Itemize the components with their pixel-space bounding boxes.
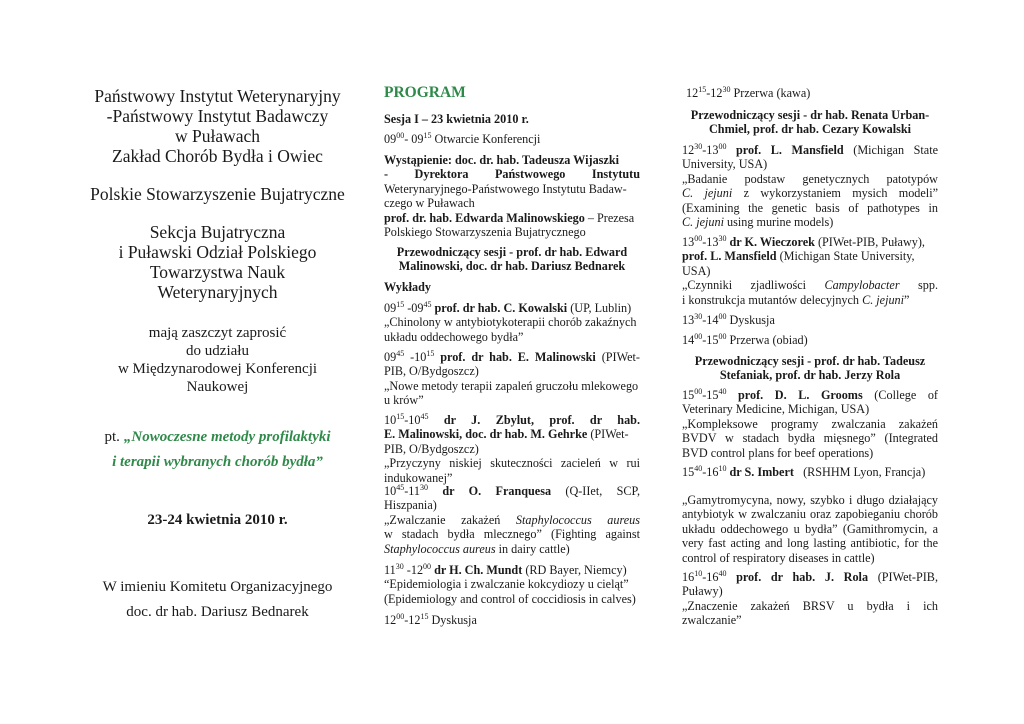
institute-name: Państwowy Instytut Weterynaryjny: [94, 86, 341, 106]
speaker-name: dr J. Zbylut, prof. dr hab.: [428, 413, 640, 427]
address-line: czego w Puławach: [384, 196, 475, 211]
section-line: Towarzystwa Nauk: [149, 262, 286, 282]
program-entry: [384, 484, 640, 556]
time-sup: 30: [722, 84, 731, 94]
speaker-name: prof. dr hab. J. Rola: [726, 570, 869, 584]
time: -14: [702, 313, 719, 327]
time: 12: [686, 86, 699, 100]
time: 09: [384, 350, 397, 364]
affiliation: PIB, O/Bydgoszcz): [384, 364, 479, 379]
lecture-title: C. jejuni: [862, 292, 905, 307]
time: 12: [682, 143, 695, 157]
time: 14: [682, 333, 695, 347]
session-chair: [682, 108, 938, 137]
speaker-name: prof. L. Mansfield: [726, 143, 844, 157]
time-sup: 30: [694, 311, 703, 321]
time-sup: 00: [694, 233, 703, 243]
section-block: [80, 222, 355, 302]
session-chair: [682, 354, 938, 383]
time-sup: 00: [396, 611, 405, 621]
time: 15: [682, 465, 695, 479]
program-entry: [682, 570, 938, 628]
lecture-title: C. jejuni: [682, 186, 733, 201]
time-sup: 15: [420, 611, 429, 621]
lecture-title: i konstrukcja mutantów delecyjnych: [682, 292, 863, 307]
time: 11: [384, 563, 396, 577]
time-sup: 00: [718, 311, 727, 321]
affiliation: Hiszpania): [384, 498, 437, 513]
lecture-title: using murine models): [723, 215, 834, 230]
chair-line: Chmiel, prof. dr hab. Cezary Kowalski: [708, 122, 911, 137]
lecture-title: „Gamytromycyna, nowy, szybko i długo działający: [682, 493, 938, 507]
time-sup: 00: [718, 141, 727, 151]
invitation-line: w Międzynarodowej Konferencji: [117, 361, 318, 377]
affiliation: PIB, O/Bydgoszcz): [384, 441, 479, 456]
institute-block: [80, 86, 355, 166]
program-entry: [384, 301, 640, 344]
speaker-name: dr H. Ch. Mundt: [431, 563, 523, 577]
address-block: [384, 153, 640, 239]
lecture-title: „Czynniki zjadliwości: [682, 278, 825, 293]
affiliation: (PIWet-: [587, 427, 629, 442]
affiliation: (RSHHM Lyon, Francja): [793, 465, 926, 479]
lecture-title: u krów”: [384, 393, 424, 408]
title-prefix: pt.: [104, 429, 120, 445]
time-sup: 40: [694, 463, 703, 473]
speaker-name: prof. dr hab. E. Malinowski: [434, 350, 596, 364]
time: 09: [384, 132, 397, 146]
break-entry: [686, 86, 810, 100]
time: -15: [702, 333, 719, 347]
affiliation: Veterinary Medicine, Michigan, USA): [682, 402, 870, 417]
affiliation: (RD Bayer, Niemcy): [522, 563, 627, 577]
time: -12: [404, 613, 421, 627]
chair-line: Malinowski, doc. dr hab. Dariusz Bednarek: [398, 259, 626, 274]
committee-signature: doc. dr hab. Dariusz Bednarek: [126, 604, 309, 620]
time-sup: 10: [718, 463, 727, 473]
time-sup: 00: [396, 130, 405, 140]
entry-text: Przerwa (obiad): [726, 333, 808, 347]
time-sup: 15: [426, 348, 435, 358]
lecture-title: Campylobacter: [824, 278, 900, 293]
time: 15: [682, 388, 695, 402]
address-line: Weterynaryjnego-Państwowego Instytutu Badaw-: [384, 181, 627, 196]
time: -15: [702, 388, 719, 402]
time: -16: [702, 465, 719, 479]
society-name: Polskie Stowarzyszenie Bujatryczne: [90, 184, 345, 204]
time: -13: [702, 143, 719, 157]
lecture-title: control of respiratory diseases in cattle): [682, 550, 875, 565]
lecture-title: „Przyczyny niskiej skuteczności zacieleń w rui: [384, 456, 640, 471]
time-sup: 15: [698, 84, 707, 94]
affiliation: (UP, Lublin): [567, 301, 632, 315]
time-sup: 40: [718, 568, 727, 578]
affiliation: USA): [682, 263, 711, 278]
section-line: Sekcja Bujatryczna: [149, 222, 286, 242]
lecture-title: antybiotyk w zwalczaniu oraz zapobieganiu chorób: [682, 507, 938, 522]
invitation-line: Naukowej: [186, 379, 249, 395]
lecture-title: „Zwalczanie zakażeń: [384, 512, 516, 527]
lecture-title: ”: [904, 292, 910, 307]
address-line: Polskiego Stowarzyszenia Bujatrycznego: [384, 225, 586, 240]
time-sup: 30: [419, 482, 428, 492]
lecture-title: Staphylococcus aureus: [384, 541, 496, 556]
section-line: i Puławski Odział Polskiego: [118, 242, 317, 262]
chair-line: Przewodniczący sesji - dr hab. Renata Urban-: [690, 108, 930, 122]
lecture-title: (Examining the genetic basis of pathotypes in: [682, 200, 938, 215]
lecture-title: z wykorzystaniem mysich modeli”: [732, 186, 938, 201]
institute-location: w Puławach: [174, 126, 261, 146]
committee-line: W imieniu Komitetu Organizacyjnego: [102, 579, 333, 595]
program-entry: [384, 350, 640, 408]
lecture-title: C. jejuni: [682, 215, 724, 230]
affiliation: Puławy): [682, 584, 723, 599]
time-sup: 45: [423, 299, 432, 309]
lecture-title: in dairy cattle): [495, 541, 570, 556]
section-line: Weterynaryjnych: [157, 282, 278, 302]
time-sup: 00: [694, 331, 703, 341]
time-sup: 00: [718, 331, 727, 341]
time: -09: [404, 301, 424, 315]
lecture-title: „Znaczenie zakażeń BRSV u bydła i ich: [682, 598, 938, 613]
time-sup: 15: [396, 299, 405, 309]
speaker-name: dr S. Imbert: [726, 465, 794, 479]
time-sup: 00: [694, 386, 703, 396]
time: -13: [702, 235, 719, 249]
conference-title: [80, 427, 355, 472]
time-sup: 45: [396, 482, 405, 492]
speaker-name: dr K. Wieczorek: [726, 235, 815, 249]
institute-name: -Państwowy Instytut Badawczy: [106, 106, 329, 126]
time: 12: [384, 613, 397, 627]
time-sup: 45: [420, 411, 429, 421]
lecture-title: Staphylococcus aureus: [515, 512, 640, 527]
affiliation: (Michigan State: [843, 143, 938, 157]
department-name: Zakład Chorób Bydła i Owiec: [112, 146, 323, 166]
time-sup: 15: [396, 411, 405, 421]
invitation-line: mają zaszczyt zaprosić: [148, 325, 287, 341]
lecture-title: BVDV w stadach bydła mięsnego” (Integrated: [682, 431, 938, 446]
affiliation: (PIWet-: [595, 350, 640, 364]
time: 09: [384, 301, 397, 315]
chair-line: Przewodniczący sesji - prof. dr hab. Edward: [396, 245, 628, 259]
conference-date: 23-24 kwietnia 2010 r.: [147, 512, 288, 528]
time: -12: [403, 563, 424, 577]
lecture-title: indukowanej”: [384, 470, 453, 485]
time-sup: 30: [718, 233, 727, 243]
time: 13: [682, 235, 695, 249]
lecture-title: w stadach bydła mlecznego” (Fighting against: [384, 527, 640, 542]
speaker-name: prof. L. Mansfield: [682, 249, 777, 264]
lecture-title: układu oddechowego bydła”: [384, 329, 524, 344]
affiliation: (Michigan State University,: [776, 249, 915, 264]
speaker-name: prof. dr hab. C. Kowalski: [431, 301, 568, 315]
speaker-name: dr O. Franquesa: [427, 484, 552, 498]
lecture-title: (Epidemiology and control of coccidiosis in calves): [384, 591, 636, 606]
chair-line: Stefaniak, prof. dr hab. Jerzy Rola: [719, 368, 901, 383]
program-entry: [682, 388, 938, 460]
break-entry: [682, 333, 808, 347]
time: 10: [384, 413, 397, 427]
time: -12: [706, 86, 723, 100]
discussion-entry: [682, 313, 775, 327]
lecture-title: „Kompleksowe programy zwalczania zakażeń: [682, 416, 938, 431]
lecture-title: „Nowe metody terapii zapaleń gruczołu mlekowego: [384, 378, 639, 393]
lecture-title: BVD control plans for beef operations): [682, 445, 874, 460]
chair-line: Przewodniczący sesji - prof. dr hab. Tadeusz: [694, 354, 926, 368]
speaker-name: prof. D. L. Grooms: [726, 388, 863, 402]
affiliation: (PIWet-PIB,: [868, 570, 938, 584]
time-sup: 30: [395, 561, 404, 571]
time-sup: 40: [718, 386, 727, 396]
time: -10: [404, 413, 421, 427]
time: 10: [384, 484, 397, 498]
program-entry: [682, 465, 925, 479]
program-heading: PROGRAM: [384, 84, 466, 101]
affiliation: (Q-IIet, SCP,: [551, 484, 640, 498]
time: -16: [702, 570, 719, 584]
session-heading: Sesja I – 23 kwietnia 2010 r.: [384, 112, 529, 126]
lecture-title: „Chinolony w antybiotykoterapii chorób zakaźnych: [384, 315, 637, 330]
time: 16: [682, 570, 695, 584]
lecture-abstract: [682, 493, 938, 565]
time: 13: [682, 313, 695, 327]
time-sup: 30: [694, 141, 703, 151]
session-chair: [384, 245, 640, 274]
title-line: „Nowoczesne metody profilaktyki: [123, 429, 331, 445]
affiliation: (PIWet-PIB, Puławy),: [814, 235, 925, 249]
time: -11: [404, 484, 420, 498]
time-sup: 00: [423, 561, 432, 571]
lecture-title: układu oddechowego u bydła” (Gamithromycin, a: [682, 521, 938, 536]
invitation-line: do udziału: [186, 343, 249, 359]
address-line: Wystąpienie: doc. dr. hab. Tadeusza Wijaszki: [384, 153, 619, 167]
program-entry: [682, 235, 938, 307]
entry-text: Otwarcie Konferencji: [431, 132, 541, 146]
lecture-title: zwalczanie”: [682, 613, 742, 628]
opening-entry: [384, 132, 540, 146]
speaker-name: prof. dr. hab. Edwarda Malinowskiego: [384, 210, 585, 225]
lecture-title: “Epidemiologia i zwalczanie kokcydiozy u cieląt”: [384, 577, 629, 592]
address-line: – Prezesa: [584, 210, 635, 225]
lecture-title: „Badanie podstaw genetycznych patotypów: [682, 171, 938, 186]
affiliation: (College of: [862, 388, 938, 402]
program-entry: [682, 143, 938, 229]
address-line: - Dyrektora Państwowego Instytutu: [384, 167, 640, 182]
entry-text: Dyskusja: [428, 613, 477, 627]
affiliation: University, USA): [682, 157, 768, 172]
time: -10: [404, 350, 427, 364]
entry-text: Przerwa (kawa): [730, 86, 811, 100]
entry-text: Dyskusja: [726, 313, 775, 327]
speaker-name: E. Malinowski, doc. dr hab. M. Gehrke: [384, 427, 588, 442]
discussion-entry: [384, 613, 477, 627]
time-sup: 15: [423, 130, 432, 140]
program-entry: [384, 413, 640, 485]
program-entry: [384, 563, 640, 606]
lecture-title: very fast acting and long lasting antibiotic, for the: [682, 536, 938, 551]
time-sup: 45: [396, 348, 405, 358]
title-line: i terapii wybranych chorób bydła”: [112, 454, 323, 470]
time: - 09: [404, 132, 424, 146]
lecture-title: spp.: [899, 278, 938, 293]
invitation-block: [80, 324, 355, 396]
lectures-heading: Wykłady: [384, 280, 431, 294]
time-sup: 10: [694, 568, 703, 578]
